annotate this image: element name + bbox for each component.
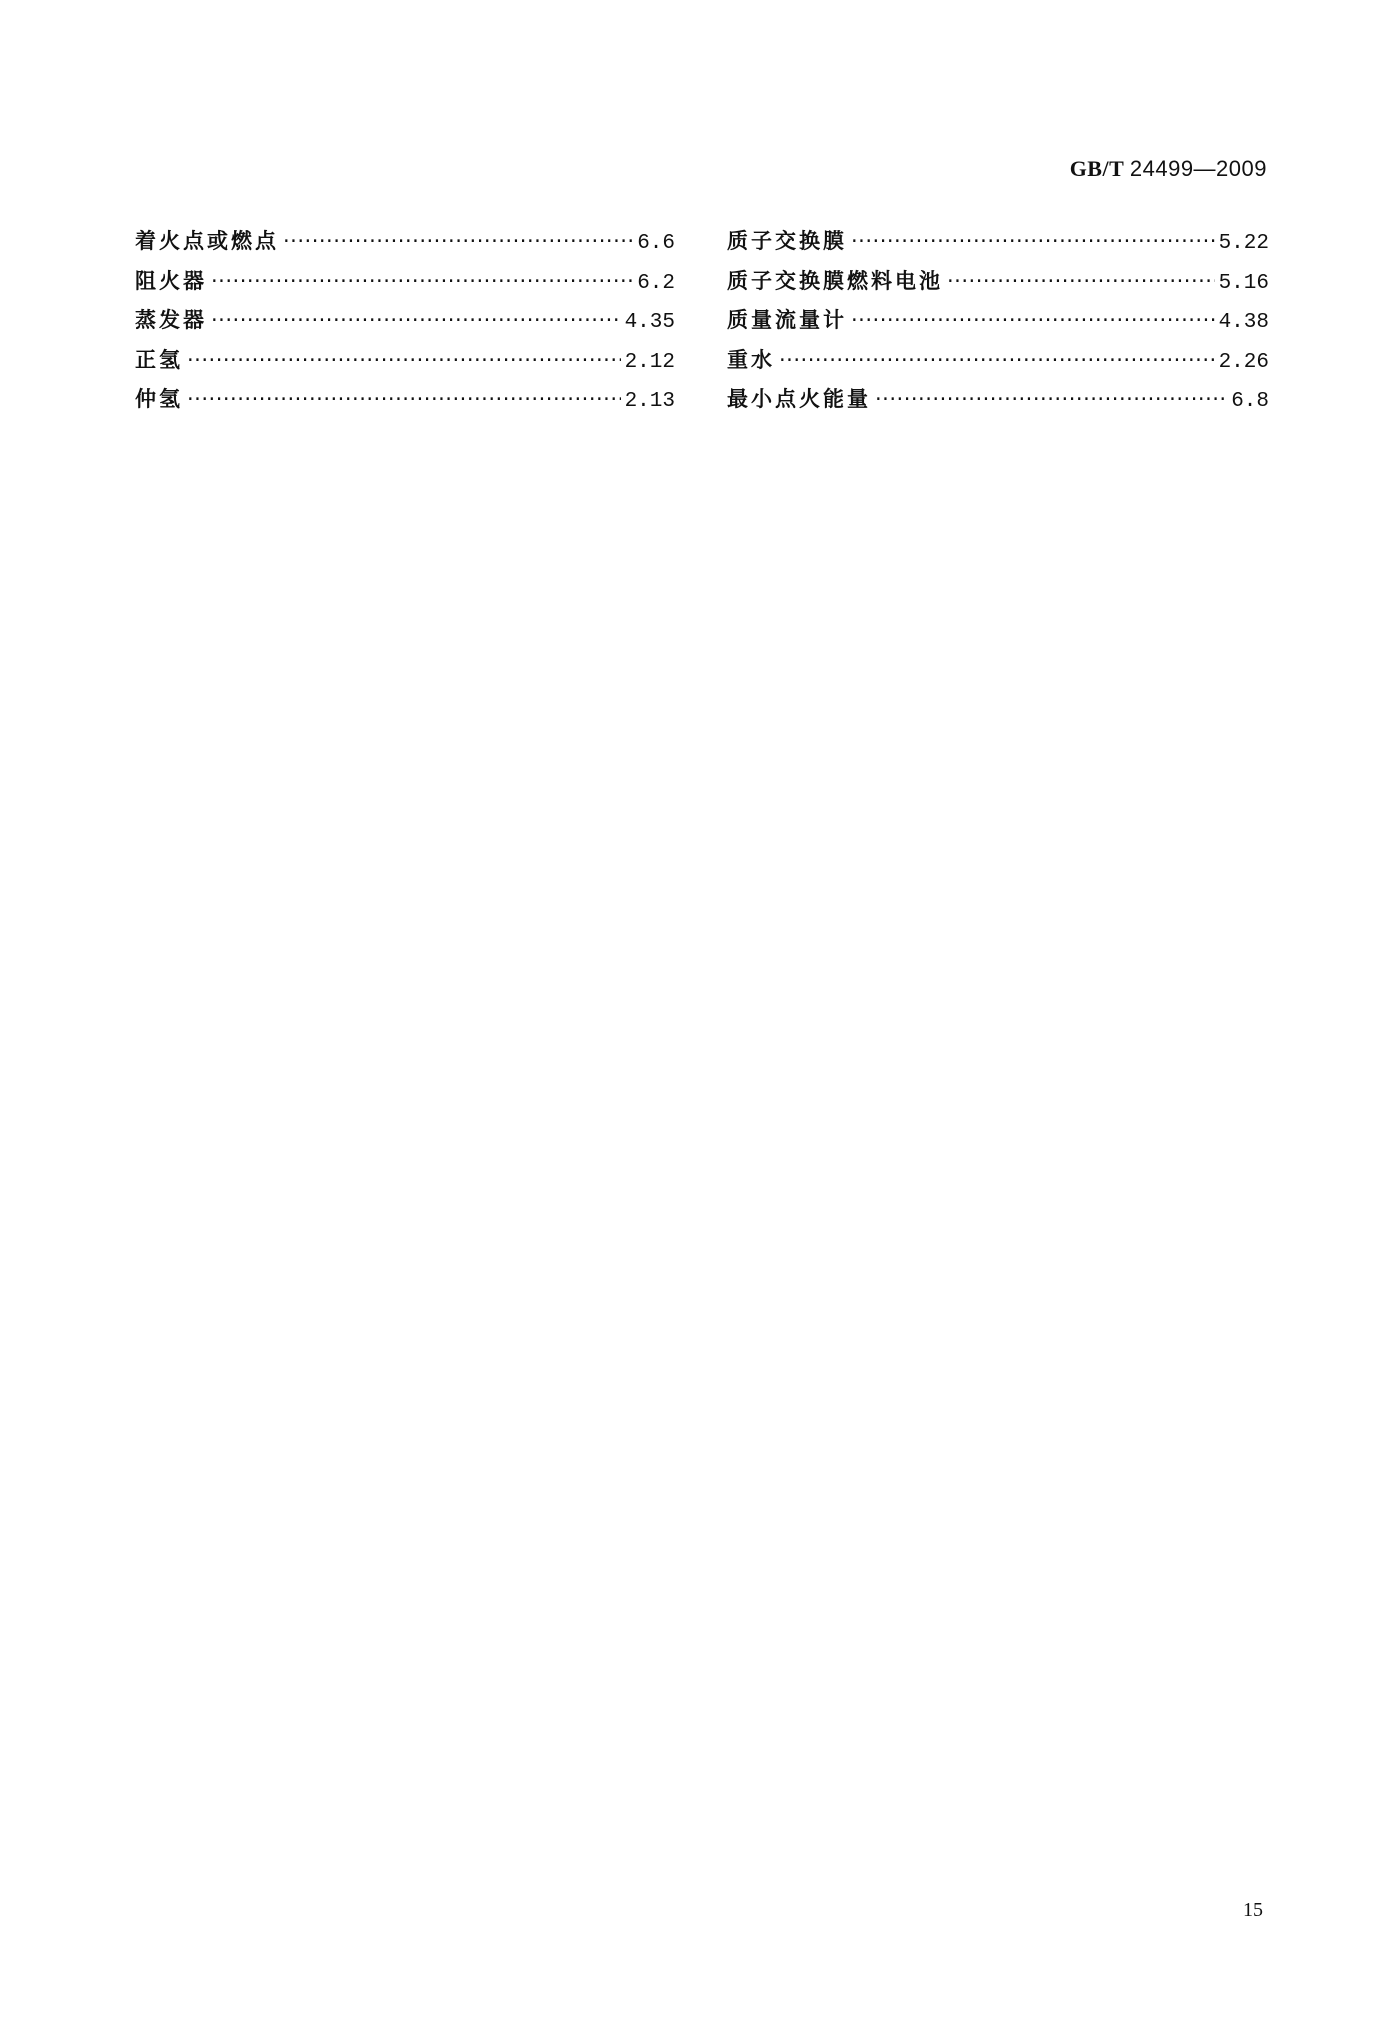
index-entry	[135, 225, 675, 265]
standard-code	[1070, 156, 1267, 182]
dot-leader	[947, 269, 1215, 293]
index-column-left	[135, 225, 675, 423]
index-term: 重水	[727, 347, 775, 372]
dot-leader	[187, 348, 621, 372]
index-entry	[727, 383, 1269, 423]
index-term: 正氢	[135, 347, 183, 372]
index-ref: 2.13	[624, 390, 675, 413]
standard-number: 24499—2009	[1129, 156, 1267, 181]
dot-leader	[779, 348, 1215, 372]
dot-leader	[187, 387, 621, 411]
index-ref: 6.6	[637, 232, 675, 255]
index-ref: 6.2	[637, 271, 675, 295]
index-term: 蒸发器	[135, 308, 207, 332]
index-term: 仲氢	[135, 387, 183, 411]
dot-leader	[211, 308, 621, 332]
index-entry	[727, 304, 1269, 344]
index-term: 阻火器	[135, 268, 207, 293]
standard-prefix: GB/T	[1069, 156, 1124, 181]
index-column-right	[727, 225, 1269, 423]
index-entry	[727, 225, 1269, 265]
dot-leader	[875, 387, 1227, 411]
index-entry	[727, 265, 1269, 305]
index-entry	[135, 304, 675, 344]
dot-leader	[851, 308, 1215, 332]
dot-leader	[211, 269, 633, 293]
index-ref: 5.22	[1218, 232, 1269, 255]
dot-leader	[283, 229, 633, 253]
index-term: 最小点火能量	[727, 387, 871, 411]
page-number: 15	[1243, 1899, 1263, 1921]
index-entry	[727, 344, 1269, 384]
dot-leader	[851, 229, 1215, 253]
index-ref: 6.8	[1231, 390, 1269, 413]
index-ref: 5.16	[1218, 271, 1269, 295]
index-ref: 2.12	[624, 350, 675, 374]
index-term: 质子交换膜	[727, 229, 847, 253]
index-term: 质量流量计	[727, 308, 847, 332]
index-ref: 4.35	[624, 311, 675, 334]
index-term: 质子交换膜燃料电池	[727, 268, 943, 293]
index-entry	[135, 265, 675, 305]
index-entry	[135, 383, 675, 423]
index-term: 着火点或燃点	[135, 229, 279, 253]
index-entry	[135, 344, 675, 384]
index-ref: 2.26	[1218, 350, 1269, 374]
index-ref: 4.38	[1218, 311, 1269, 334]
